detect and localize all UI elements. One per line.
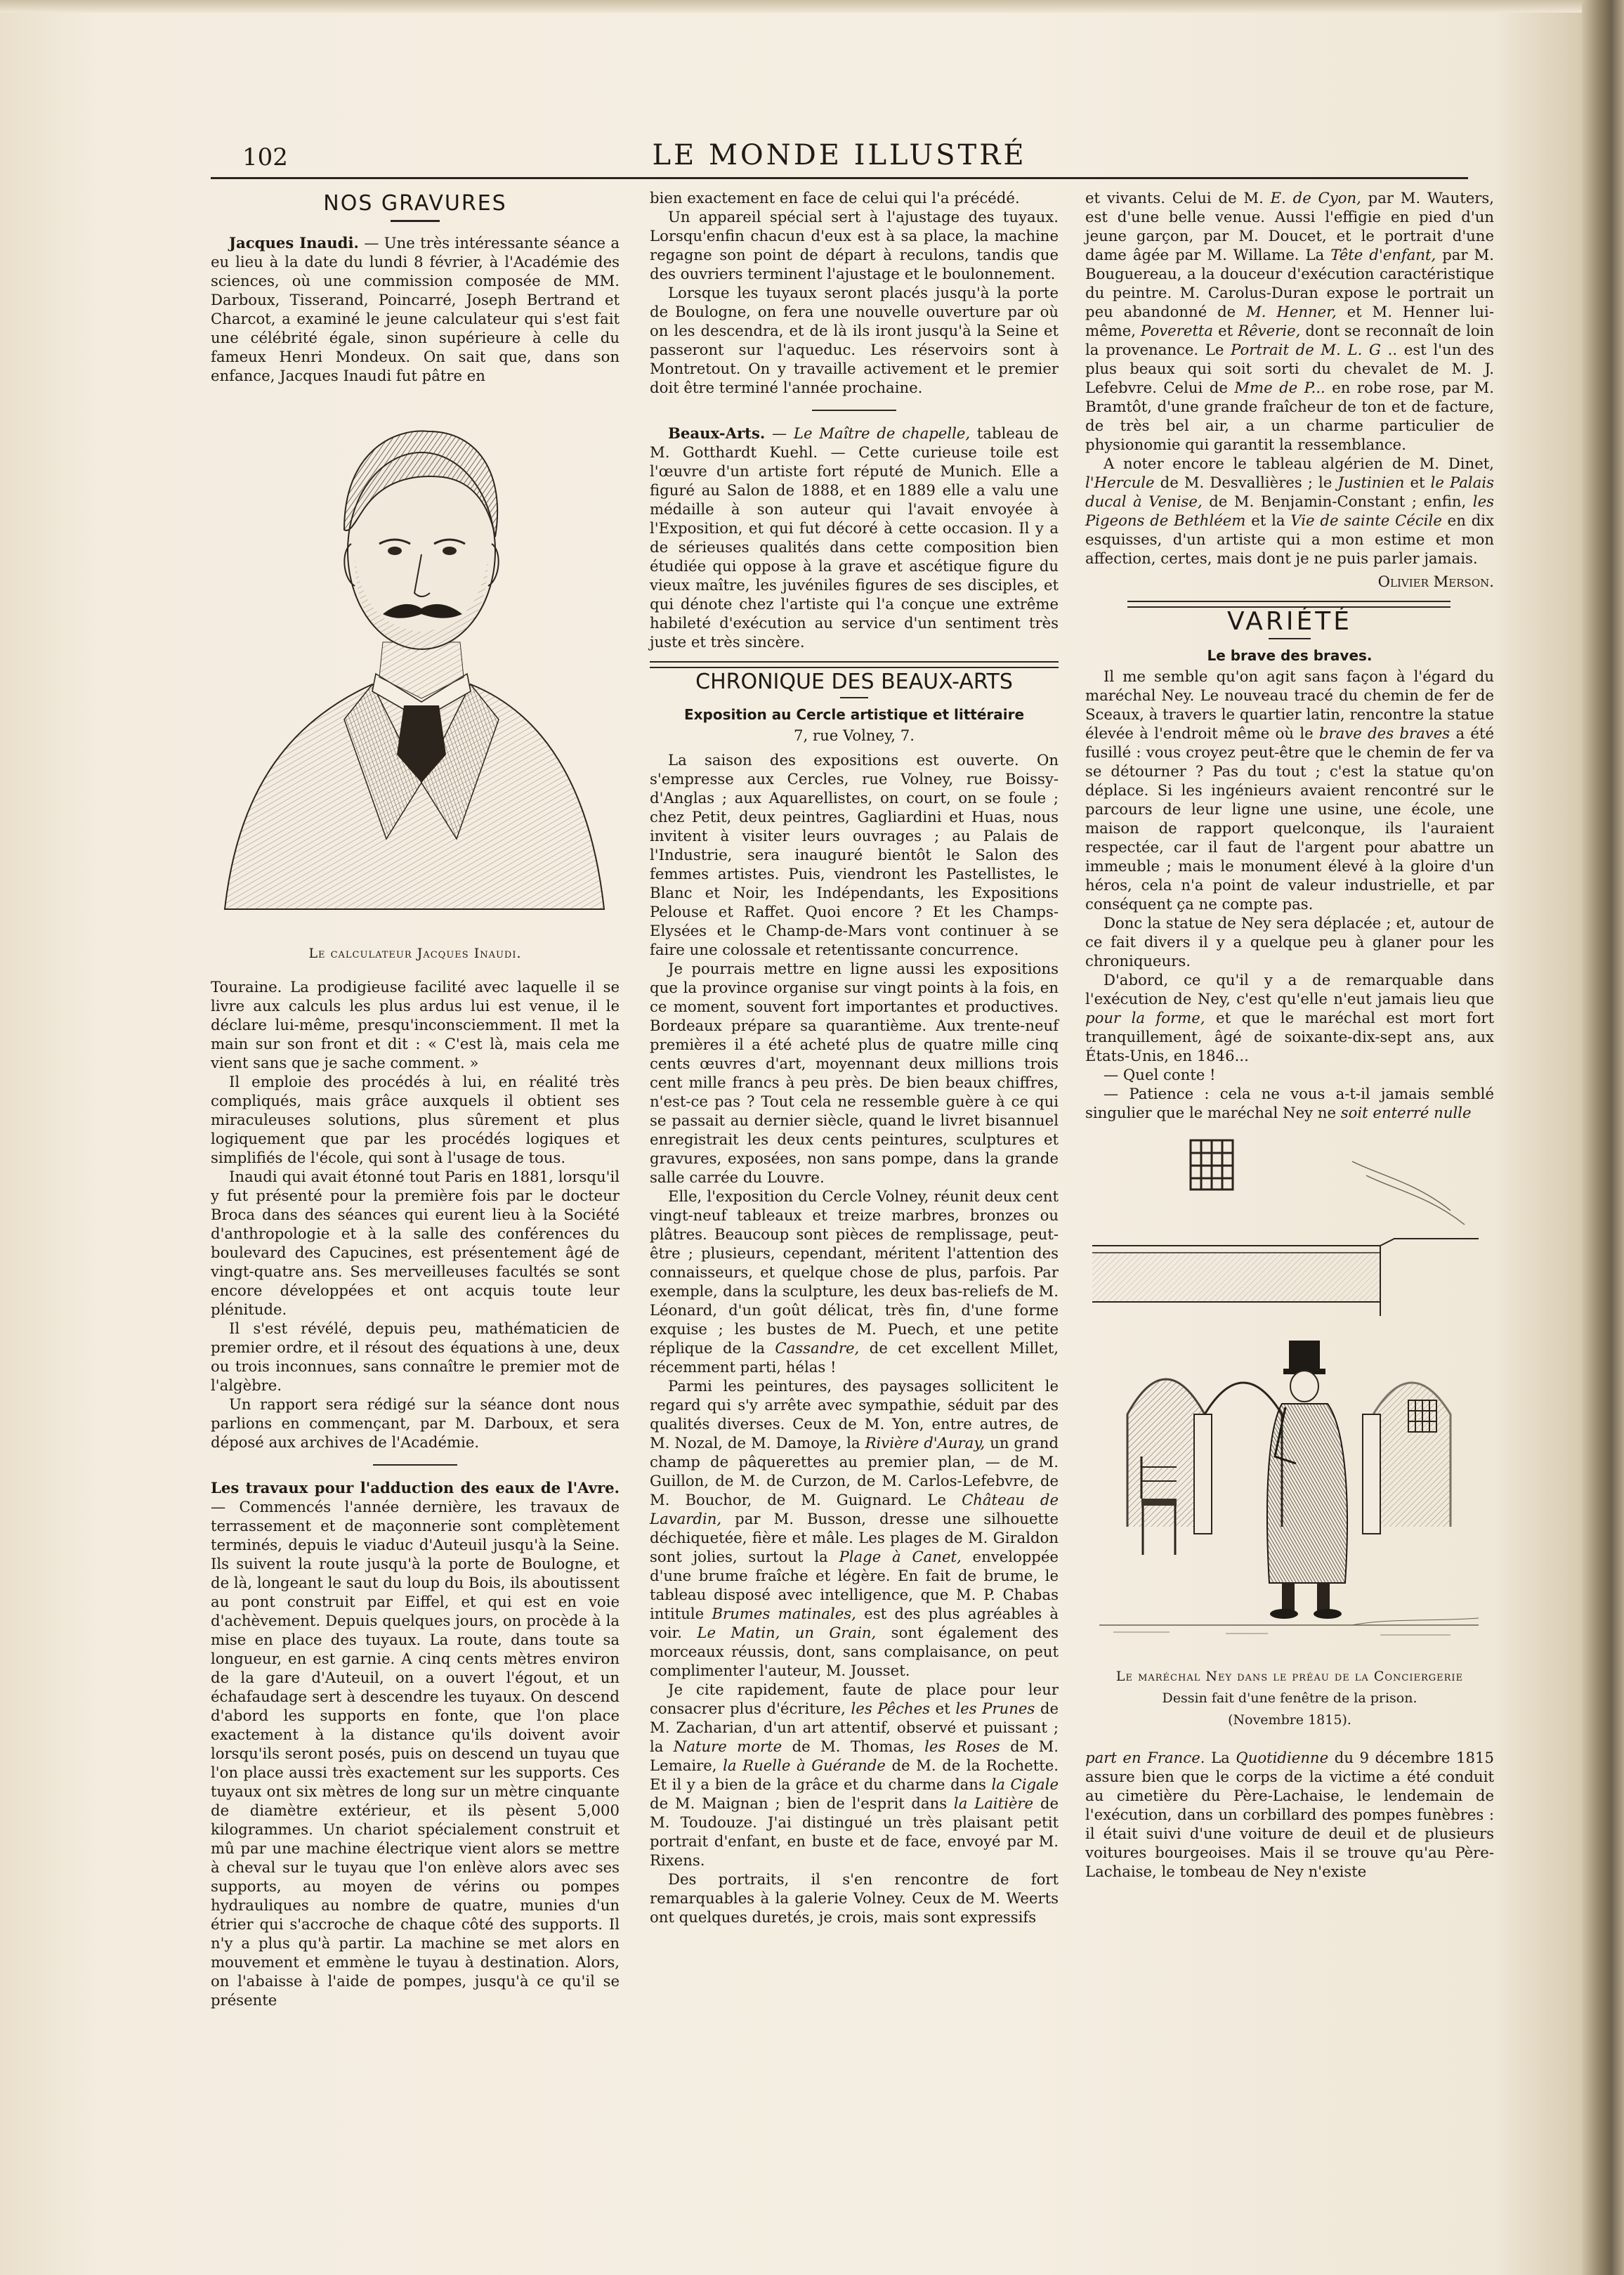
paragraph: Je pourrais mettre en ligne aussi les expositions que la province organise sur vingt points à la fois, en ce moment, souvent fort importantes et productives. Bordeaux prépare sa quarantième. Aux trente-neuf premières il a été acheté plus de quatre mille cinq cents œuvres d'art, moyennant deux millions trois cent mille francs à peu près. De bien beaux chiffres, n'est-ce pas ? Tout cela ne ressemble guère à ce qui se passait au dernier siècle, quand le livret bisannuel enregistrait les deux cents peintures, sculptures et gravures, exposées, non sans pompe, dans la grande salle carrée du Louvre.	[650, 960, 1059, 1186]
double-rule	[650, 661, 1059, 668]
text-run: du 9 décembre 1815 assure bien que le corps de la victime a été conduit au cimetière du Père-Lachaise, le lendemain de l'exécution, dans un corbillard des pompes funèbres : il était suivi d'une voiture de deuil et de plusieurs voitures bourgeoises. Mais il se trouve qu'au Père-Lachaise, le tombeau de Ney n'existe	[1085, 1749, 1494, 1880]
text-run: de M. Thomas,	[782, 1738, 925, 1755]
text-run: Je cite rapidement, faute de place pour leur consacrer plus d'écriture,	[650, 1681, 1059, 1717]
artwork-title: Portrait de M. L. G	[1231, 341, 1381, 358]
text-run: Elle, l'exposition du Cercle Volney, réunit deux cent vingt-neuf tableaux et treize marbres, bronzes ou plâtres. Beaucoup sont pièces de remplissage, peut-être ; plusieurs, cependant, méritent l'attention des connaisseurs, et quelque chose de plus, parfois. Par exemple, dans la sculpture, les deux bas-reliefs de M. Léonard, d'un goût délicat, très fin, d'une forme exquise ; les bustes de M. Puech, et une petite réplique de la	[650, 1187, 1059, 1357]
ney-illustration	[1085, 1133, 1494, 1660]
portrait-engraving	[211, 389, 620, 937]
paragraph: Des portraits, il s'en rencontre de fort remarquables à la galerie Volney. Ceux de M. Weerts ont quelques duretés, je crois, mais sont expressifs	[650, 1870, 1059, 1926]
text-run: de cet excellent Millet, récemment parti, hélas !	[650, 1339, 1059, 1376]
caption-line-3: (Novembre 1815).	[1228, 1712, 1351, 1728]
paragraph: Donc la statue de Ney sera déplacée ; et, autour de ce fait divers il y a quelque peu à glaner pour les chroniqueurs.	[1085, 914, 1494, 970]
title-rule	[391, 220, 440, 222]
artwork-title: E. de Cyon,	[1270, 189, 1361, 207]
emphasis: soit enterré nulle	[1340, 1104, 1472, 1121]
portrait-caption: Le calculateur Jacques Inaudi.	[308, 946, 522, 961]
emphasis: pour la forme,	[1085, 1009, 1205, 1026]
text-run: La	[1205, 1749, 1236, 1766]
paragraph	[1085, 454, 1494, 568]
text-run: et M. Henner lui-même,	[1085, 303, 1494, 339]
artwork-title: le Palais ducal à Venise,	[1085, 474, 1494, 510]
paragraph: Il emploie des procédés à lui, en réalité très compliqués, mais grâce auxquels il obtient ses miraculeuses solutions, plus sûrement et plus logiquement que par les procédés logiques et simplifiés de l'école, qui sont à l'usage de tous.	[211, 1073, 620, 1166]
paragraph	[650, 1187, 1059, 1376]
text-run: par M. Wauters, est d'une belle venue. Aussi l'effigie en pied d'un jeune garçon, par M. Doucet, et le portrait d'une dame âgée par M. Willame. La	[1085, 189, 1495, 263]
text-run: D'abord, ce qu'il y a de remarquable dans l'exécution de Ney, c'est qu'elle n'eut jamais lieu que	[1085, 971, 1494, 1008]
paragraph: Il s'est révélé, depuis peu, mathématicien de premier ordre, et il résout des équations à une, deux ou trois inconnues, sans connaître le premier mot de l'algèbre.	[211, 1319, 620, 1394]
article-heading: Les travaux pour l'adduction des eaux de l'Avre.	[211, 1479, 620, 1497]
header-rule	[211, 177, 1468, 179]
section-title-chronique: CHRONIQUE DES BEAUX-ARTS	[695, 670, 1013, 694]
artwork-title: Plage à Canet,	[839, 1548, 962, 1565]
column-3	[1085, 188, 1494, 1881]
illustration-caption	[1085, 1667, 1494, 1730]
paragraph: Touraine. La prodigieuse facilité avec laquelle il se livre aux calculs les plus ardus lui est venue, il le déclare lui-même, presqu'inconsciemment. Il met la main sur son front et dit : « C'est là, mais cela me vient sans que je sache comment. »	[211, 978, 620, 1071]
text-run: a été fusillé : vous croyez peut-être que le chemin de fer va se détourner ? Pas du tout ; c'est la statue qu'on déplace. Si les ingénieurs avaient rencontré sur le parcours de leur ligne une usine, une école, une maison de rapport quelconque, ils l'auraient respectée, car il faut de l'argent pour abattre un immeuble ; mais le monument élevé à la gloire d'un héros, cela n'a point de valeur industrielle, et par conséquent ça ne compte pas.	[1085, 724, 1494, 913]
artwork-title: la Laitière	[953, 1794, 1034, 1812]
artwork-title: Mme de P...	[1234, 379, 1325, 396]
article-beaux-arts	[650, 424, 1059, 651]
binding-spine	[1582, 0, 1624, 2275]
section-title-variete: VARIÉTÉ	[1226, 607, 1353, 636]
artwork-title: Nature morte	[673, 1738, 782, 1755]
text-run: de M. Benjamin-Constant ; enfin,	[1202, 493, 1473, 510]
text-run: Parmi les peintures, des paysages sollicitent le regard qui s'y arrête avec sympathie, séduit par des qualités diverses. Ceux de M. Yon, entre autres, de M. Nozal, de M. Damoye, la	[650, 1377, 1059, 1452]
text-run: de M. de la Rochette. Et il y a bien de la grâce et du charme dans	[650, 1756, 1059, 1793]
text-run: et la	[1245, 511, 1291, 529]
text-run: et	[930, 1700, 956, 1717]
artwork-title: Le Matin, un Grain,	[697, 1624, 877, 1641]
text-run: de M. Desvallières ; le	[1154, 474, 1338, 491]
paragraph: — Quel conte !	[1104, 1066, 1216, 1083]
newspaper-name: Quotidienne	[1236, 1749, 1329, 1766]
ney-prison-drawing	[1085, 1133, 1494, 1660]
emphasis: brave des braves	[1318, 724, 1451, 742]
page-top-edge	[0, 0, 1624, 13]
exposition-address: 7, rue Volney, 7.	[794, 726, 915, 744]
paragraph	[1085, 188, 1494, 454]
paragraph: Un appareil spécial sert à l'ajustage des tuyaux. Lorsqu'enfin chacun d'eux est à sa place, la machine regagne son point de départ à reculons, tandis que des ouvriers terminent l'ajustage et le boulonnement.	[650, 208, 1059, 282]
artwork-title: Rivière d'Auray,	[865, 1434, 985, 1452]
variete-subtitle: Le brave des braves.	[1207, 647, 1373, 664]
paragraph-text: tableau de M. Gotthardt Kuehl. — Cette curieuse toile est l'œuvre d'un artiste fort réputé de Munich. Elle a figuré au Salon de 1888, et en 1889 elle a valu une médaille à son auteur qui l'avait envoyée à l'Exposition, et qui fut décoré à cette occasion. Il y a de sérieuses qualités dans cette composition bien étudiée qui oppose à la grave et ascétique figure du vieux maître, les juvéniles figures de ses disciples, et qui dénote chez l'artiste qui l'a conçue une extrême habileté d'exécution au service d'un sentiment très juste et très sincère.	[650, 424, 1059, 651]
text-run: et	[1404, 474, 1431, 491]
text-run: de M. Toudouze. J'ai distingué un très plaisant petit portrait d'enfant, en buste et de face, envoyé par M. Rixens.	[650, 1794, 1059, 1869]
text-run: A noter encore le tableau algérien de M. Dinet,	[1104, 455, 1494, 472]
exposition-heading: Exposition au Cercle artistique et littéraire	[683, 706, 1025, 723]
text-run: Il me semble qu'on agit sans façon à l'égard du maréchal Ney. Le nouveau tracé du chemin de fer de Sceaux, à travers le quartier latin, rencontre la statue élevée à l'endroit même où le	[1085, 667, 1494, 742]
text-run: par M. Busson, dresse une silhouette déchiquetée, fière et mâle. Les plages de M. Giraldon sont jolies, surtout la	[650, 1510, 1059, 1565]
artwork-title: Château de Lavardin,	[650, 1491, 1059, 1527]
paragraph: Inaudi qui avait étonné tout Paris en 1881, lorsqu'il y fut présenté pour la première fois par le docteur Broca dans des séances qui eurent lieu à la Société d'anthropologie et à la salle des conférences du boulevard des Capucines, est présentement âgé de vingt-quatre ans. Ses merveilleuses facultés se sont encore développées et ont acquis toute leur plénitude.	[211, 1168, 620, 1318]
text-run: .. est l'un des plus beaux qui soit sorti du chevalet de M. J. Lefebvre. Celui de	[1085, 341, 1495, 396]
text-run: de M. Zacharian, d'un art attentif, observé et puissant ; la	[650, 1700, 1059, 1755]
paragraph: bien exactement en face de celui qui l'a précédé.	[650, 189, 1020, 207]
masthead: LE MONDE ILLUSTRÉ	[652, 139, 1027, 171]
caption-line-1: Le maréchal Ney dans le préau de la Conciergerie	[1115, 1669, 1464, 1684]
artwork-title: Cassandre,	[775, 1339, 860, 1357]
artwork-title: les Pêches	[851, 1700, 931, 1717]
text-dash: —	[765, 424, 794, 442]
paragraph: La saison des expositions est ouverte. On s'empresse aux Cercles, rue Volney, rue Boissy-d'Anglas ; aux Aquarellistes, on court, on se foule ; chez Petit, deux peintres, Gagliardini et Huas, nous invitent à visiter leurs ouvrages ; au Palais de l'Industrie, sera inauguré bientôt le Salon des femmes artistes. Puis, viendront les Pastellistes, le Blanc et Noir, les Indépendants, les Expositions Pelouse et Raffet. Quoi encore ? Et les Champs-Elysées et le Champ-de-Mars vont continuer à se faire une colossale et retentissante concurrence.	[650, 751, 1059, 958]
text-run: sont également des morceaux réussis, dont, sans complaisance, on peut complimenter l'auteur, M. Jousset.	[650, 1624, 1059, 1679]
title-rule	[1269, 638, 1311, 639]
text-run: dont se reconnaît de loin la provenance. Le	[1085, 322, 1495, 358]
artwork-title: la Cigale	[991, 1775, 1059, 1793]
paragraph-text: — Une très intéressante séance a eu lieu à la date du lundi 8 février, à l'Académie des sciences, où une commission composée de MM. Darboux, Tisserand, Poincarré, Joseph Bertrand et Charcot, a examiné le jeune calculateur qui s'est fait une célébrité égale, sinon supérieure à celle du fameux Henri Mondeux. On sait que, dans son enfance, Jacques Inaudi fut pâtre en	[211, 234, 620, 384]
text-run: et	[1213, 322, 1238, 339]
paragraph	[650, 1376, 1059, 1680]
text-run: de M. Maignan ; bien de l'esprit dans	[650, 1794, 954, 1812]
artwork-title: les Prunes	[955, 1700, 1035, 1717]
paragraph	[650, 1680, 1059, 1870]
text-run: par M. Bouguereau, a la douceur d'exécution caractéristique du peintre. M. Carolus-Duran expose le portrait un peu abandonné de	[1085, 246, 1494, 320]
portrait-illustration	[211, 389, 620, 937]
artwork-title: les Roses	[924, 1738, 1000, 1755]
column-2	[650, 188, 1059, 1927]
artwork-title: Brumes matinales,	[712, 1605, 856, 1622]
text-run: enveloppée d'une brume fraîche et légère. En fait de brume, le tableau disposé avec intelligence, que M. P. Chabas intitule	[650, 1548, 1059, 1622]
page-number: 102	[242, 143, 288, 171]
column-1	[211, 188, 620, 2009]
artwork-title: Tête d'enfant,	[1330, 246, 1436, 263]
artwork-title: Justinien	[1337, 474, 1405, 491]
paragraph	[1085, 1084, 1494, 1122]
emphasis: part en France.	[1085, 1749, 1205, 1766]
article-heading: Beaux-Arts.	[668, 424, 766, 442]
artwork-title: les Pigeons de Bethléem	[1085, 493, 1494, 529]
artwork-title: Rêverie,	[1238, 322, 1301, 339]
artwork-title: la Ruelle à Guérande	[723, 1756, 886, 1774]
text-run: en dix esquisses, d'un artiste qui a mon estime et mon affection, certes, mais dont je ne puis parler jamais.	[1085, 511, 1494, 567]
text-run: et que le maréchal est mort fort tranquillement, âgé de soixante-dix-sept ans, aux États-Unis, en 1846...	[1085, 1009, 1495, 1064]
text-run: un grand champ de pâquerettes au premier plan, — de M. Guillon, de M. de Curzon, de M. Carlos-Lefebvre, de M. Bouchor, de M. Guignard. Le	[650, 1434, 1059, 1508]
text-run: en robe rose, par M. Bramtôt, d'une grande fraîcheur de ton et de facture, de très bel air, a un charme particulier de physionomie qui garantit la ressemblance.	[1085, 379, 1494, 453]
section-title-nos-gravures: NOS GRAVURES	[323, 191, 507, 216]
artwork-title: Vie de sainte Cécile	[1290, 511, 1442, 529]
artwork-title: Le Maître de chapelle,	[793, 424, 971, 442]
paragraph	[1085, 1748, 1494, 1881]
article-eaux-avre	[211, 1478, 620, 2009]
article-inaudi-intro	[211, 233, 620, 385]
separator-rule	[373, 1464, 457, 1466]
text-run: est des plus agréables à voir.	[650, 1605, 1059, 1641]
text-run: — Patience : cela ne vous a-t-il jamais semblé singulier que le maréchal Ney ne	[1085, 1085, 1494, 1121]
separator-rule	[812, 410, 896, 411]
author-signature: Olivier Merson.	[1377, 573, 1494, 590]
barred-window	[1191, 1140, 1233, 1189]
title-rule	[840, 697, 868, 698]
text-run: et vivants. Celui de M.	[1085, 189, 1271, 207]
artwork-title: M. Henner,	[1246, 303, 1337, 320]
paragraph	[1085, 667, 1494, 913]
caption-line-2: Dessin fait d'une fenêtre de la prison.	[1162, 1690, 1417, 1706]
paragraph-text: — Commencés l'année dernière, les travaux de terrassement et de maçonnerie sont complètement terminés, depuis le viaduc d'Auteuil jusqu'à la Seine. Ils suivent la route jusqu'à la porte de Boulogne, et de là, longeant le saut du loup du Bois, ils aboutissent au pont construit par Eiffel, et qui est en voie d'achèvement. Depuis quelques jours, on procède à la mise en place des tuyaux. La route, dans toute sa longueur, en est garnie. A cinq cents mètres environ de la gare d'Auteuil, on a ouvert l'égout, et un échafaudage sert à descendre les tuyaux. On descend d'abord les supports en fonte, que l'on place exactement à la distance qu'ils doivent avoir lorsqu'ils seront posés, puis on descend un tuyau que l'on place aussi très exactement sur les supports. Ces tuyaux ont six mètres de long sur un mètre cinquante de diamètre extérieur, et ils pèsent 5,000 kilogrammes. Un chariot spécialement construit et mû par une machine électrique vient alors se mettre à cheval sur le tuyau que l'on enlève alors avec ses supports, au moyen de vérins ou pompes hydrauliques au nombre de quatre, munies d'un étrier qui s'accroche de chaque côté des supports. Il n'y a plus qu'à partir. La machine se met alors en mouvement et emmène le tuyau à destination. Alors, on l'abaisse à l'aide de pompes, jusqu'à ce qu'il se présente	[211, 1498, 620, 2009]
text-run: de M. Lemaire,	[650, 1738, 1059, 1774]
paragraph: Lorsque les tuyaux seront placés jusqu'à la porte de Boulogne, on fera une nouvelle ouverture par où on les descendra, et de là ils iront jusqu'à la Seine et passeront sur l'aqueduc. Les réservoirs sont à Montretout. On y travaille activement et le premier doit être terminé l'année prochaine.	[650, 284, 1059, 396]
paragraph	[1085, 970, 1494, 1065]
paragraph: Un rapport sera rédigé sur la séance dont nous parlions en commençant, par M. Darboux, et sera déposé aux archives de l'Académie.	[211, 1395, 620, 1451]
marshal-ney-figure	[1267, 1341, 1347, 1619]
artwork-title: l'Hercule	[1085, 474, 1155, 491]
article-heading: Jacques Inaudi.	[229, 234, 359, 252]
artwork-title: Poveretta	[1141, 322, 1214, 339]
page-header	[211, 138, 1468, 180]
